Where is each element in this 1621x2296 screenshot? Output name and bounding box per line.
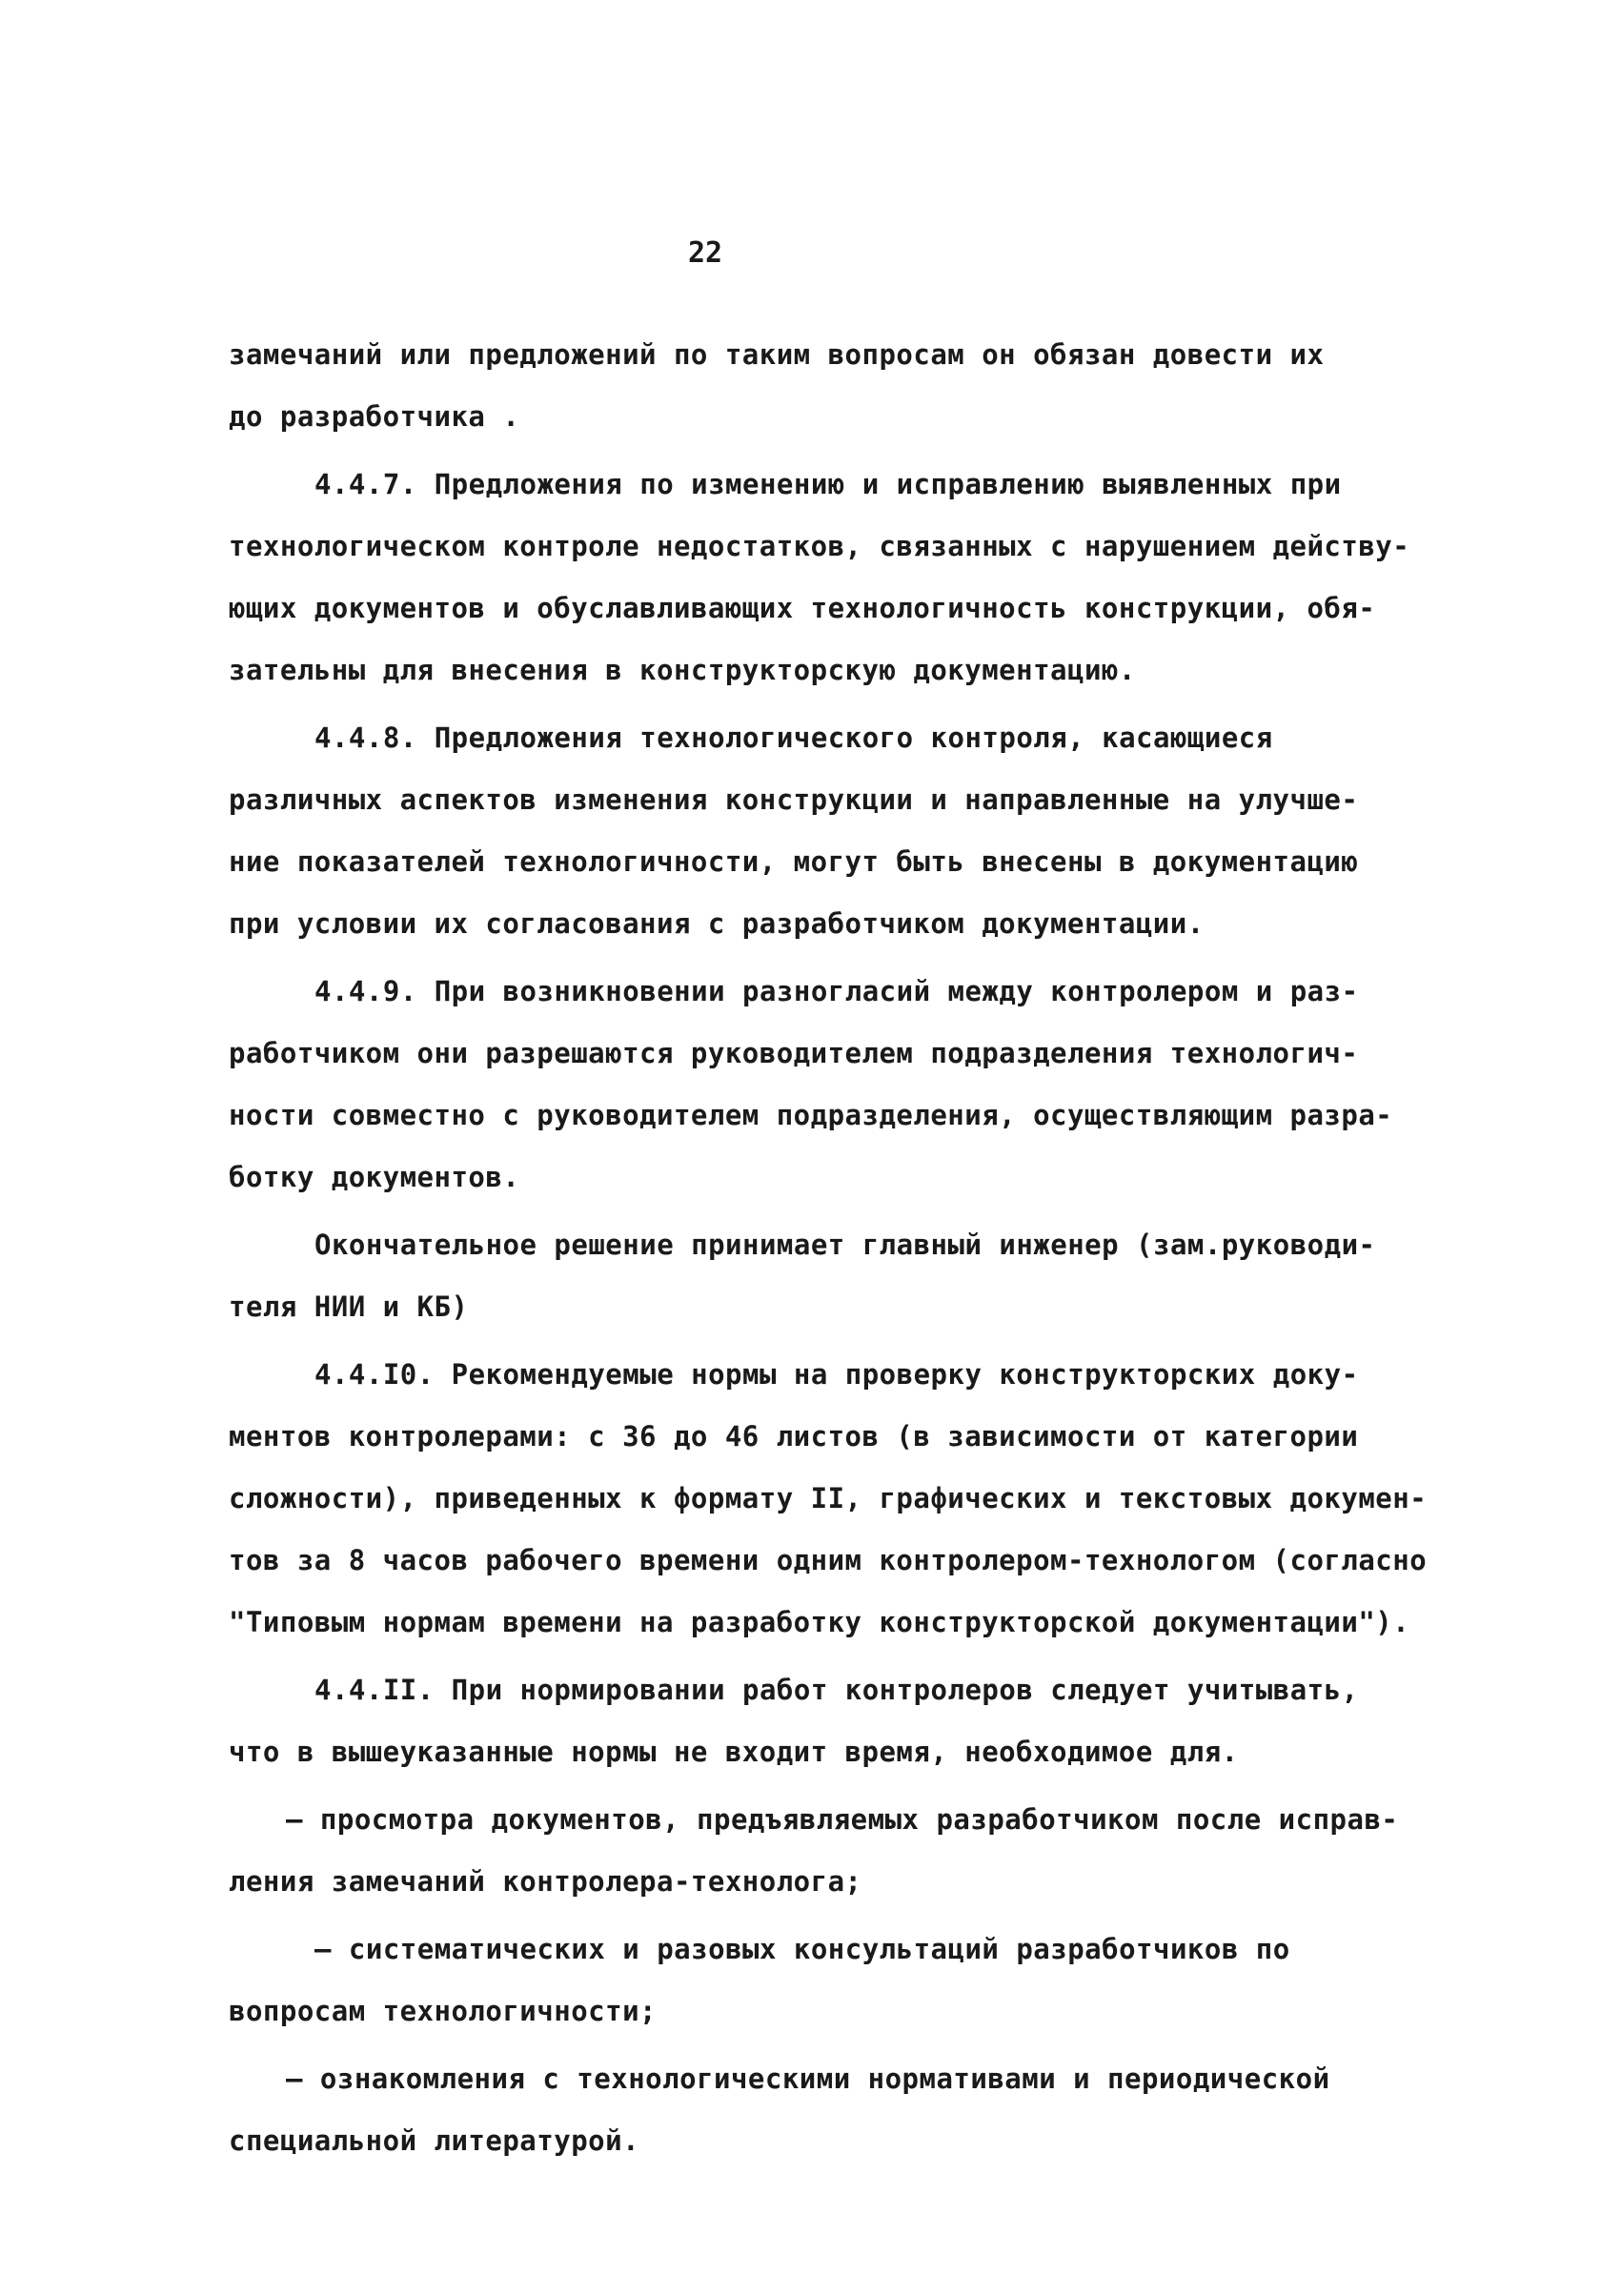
text-line: – просмотра документов, предъявляемых разработчиком после исправ- [286,1803,1399,1836]
text-line: что в вышеуказанные нормы не входит время, необходимое для. [229,1736,1239,1768]
text-line: ности совместно с руководителем подразделения, осуществляющим разра- [229,1099,1393,1131]
text-line: 4.4.I0. Рекомендуемые нормы на проверку конструкторских доку- [314,1358,1359,1391]
text-line: 4.4.9. При возникновении разногласий между контролером и раз- [314,975,1359,1007]
text-line: сложности), приведенных к формату II, графических и текстовых докумен- [229,1482,1428,1514]
text-line: специальной литературой. [229,2124,640,2157]
text-line: 4.4.7. Предложения по изменению и исправлению выявленных при [314,468,1342,500]
text-line: при условии их согласования с разработчиком документации. [229,907,1205,940]
text-line: различных аспектов изменения конструкции и направленные на улучше- [229,783,1359,816]
text-line: ние показателей технологичности, могут быть внесены в документацию [229,845,1359,878]
text-line: тов за 8 часов рабочего времени одним контролером-технологом (согласно [229,1544,1428,1576]
text-line: — ознакомления с технологическими нормативами и периодической [286,2062,1330,2095]
page-number: 22 [687,236,723,270]
text-line: зательны для внесения в конструкторскую документацию. [229,654,1136,686]
text-line: ющих документов и обуславливающих технологичность конструкции, обя- [229,592,1376,624]
text-line: — систематических и разовых консультаций разработчиков по [314,1933,1290,1965]
text-line: замечаний или предложений по таким вопросам он обязан довести их [229,338,1325,371]
text-line: ментов контролерами: с 36 до 46 листов (в зависимости от категории [229,1420,1359,1453]
text-line: Окончательное решение принимает главный инженер (зам.руководи- [314,1229,1376,1261]
text-line: технологическом контроле недостатков, связанных с нарушением действу- [229,530,1410,562]
text-line: ботку документов. [229,1161,520,1193]
text-line: до разработчика . [229,400,520,433]
text-line: 4.4.8. Предложения технологического контроля, касающиеся [314,721,1273,754]
text-line: "Типовым нормам времени на разработку конструкторской документации"). [229,1606,1410,1638]
text-line: 4.4.II. При нормировании работ контролеров следует учитывать, [314,1674,1359,1706]
text-line: вопросам технологичности; [229,1995,657,2027]
text-line: теля НИИ и КБ) [229,1290,469,1323]
text-line: работчиком они разрешаются руководителем подразделения технологич- [229,1037,1359,1069]
text-line: ления замечаний контролера-технолога; [229,1865,862,1898]
document-body [229,324,1468,2172]
